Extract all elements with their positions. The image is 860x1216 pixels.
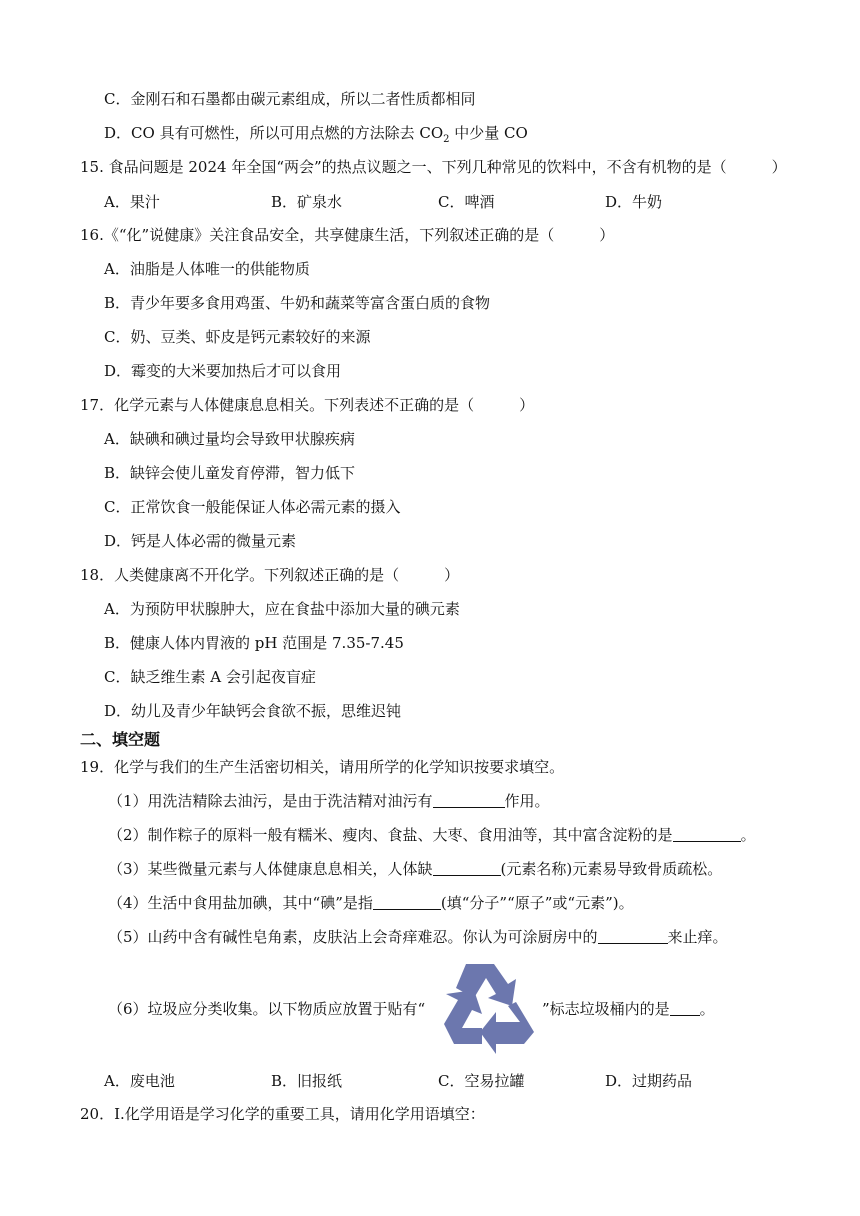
q17-option-b: B．缺锌会使儿童发育停滞，智力低下 [104,464,356,482]
q17-option-a: A．缺碘和碘过量均会导致甲状腺疾病 [104,430,355,448]
answer-blank[interactable] [373,893,441,910]
q15-option-a: A．果汁 [104,193,160,211]
q19-part-5: （5）山药中含有碱性皂角素，皮肤沾上会奇痒难忍。你认为可涂厨房中的 来止痒。 [108,928,728,946]
q19-part-2: （2）制作粽子的原料一般有糯米、瘦肉、食盐、大枣、食用油等，其中富含淀粉的是 。 [108,826,756,844]
answer-blank[interactable] [433,859,501,876]
q14-option-c: C．金刚石和石墨都由碳元素组成，所以二者性质都相同 [104,90,476,108]
q19-part-6-pre: （6）垃圾应分类收集。以下物质应放置于贴有“ [108,1000,426,1018]
q16-option-c: C．奶、豆类、虾皮是钙元素较好的来源 [104,328,371,346]
q19-6-option-d: D．过期药品 [605,1072,693,1090]
q17-option-d: D．钙是人体必需的微量元素 [104,532,297,550]
q19-6-option-b: B．旧报纸 [271,1072,343,1090]
q14-option-d: D．CO 具有可燃性，所以可用点燃的方法除去 $CO_2$ 中少量 CO [104,124,528,145]
q15-option-d: D．牛奶 [605,193,663,211]
answer-blank[interactable] [598,927,668,944]
q18-stem: 18．人类健康离不开化学。下列叙述正确的是（ ） [80,566,460,584]
q19-6-option-c: C．空易拉罐 [438,1072,525,1090]
answer-blank[interactable] [673,825,741,842]
q18-option-b: B．健康人体内胃液的 pH 范围是 7.35-7.45 [104,634,404,652]
q17-option-c: C．正常饮食一般能保证人体必需元素的摄入 [104,498,401,516]
q19-part-6-options [104,1070,804,1091]
q15-stem: 15. 食品问题是 2024 年全国“两会”的热点议题之一、下列几种常见的饮料中，不含有机物的是（ ） [80,158,787,176]
q19-stem: 19．化学与我们的生产生活密切相关，请用所学的化学知识按要求填空。 [80,758,565,776]
q16-stem: 16.《“化”说健康》关注食品安全，共享健康生活，下列叙述正确的是（ ） [80,226,615,244]
q16-option-d: D．霉变的大米要加热后才可以食用 [104,362,342,380]
q17-stem: 17．化学元素与人体健康息息相关。下列表述不正确的是（ ） [80,396,535,414]
q19-part-1: （1）用洗洁精除去油污，是由于洗洁精对油污有 作用。 [108,792,550,810]
q15-option-c: C．啤酒 [438,193,495,211]
q19-6-option-a: A．废电池 [104,1072,175,1090]
q16-option-a: A．油脂是人体唯一的供能物质 [104,260,310,278]
q19-part-3: （3）某些微量元素与人体健康息息相关，人体缺 (元素名称)元素易导致骨质疏松。 [108,860,723,878]
q18-option-a: A．为预防甲状腺肿大，应在食盐中添加大量的碘元素 [104,600,460,618]
q18-option-d: D．幼儿及青少年缺钙会食欲不振，思维迟钝 [104,702,402,720]
recycle-symbol-icon [436,954,542,1056]
q15-option-b: B．矿泉水 [271,193,343,211]
section-heading: 二、填空题 [80,730,161,749]
q18-option-c: C．缺乏维生素 A 会引起夜盲症 [104,668,316,686]
answer-blank[interactable] [433,791,505,808]
q15-options [104,191,804,212]
q19-part-6-post: ”标志垃圾桶内的是 。 [542,1000,715,1018]
q19-part-4: （4）生活中食用盐加碘，其中“碘”是指 (填“分子”“原子”或“元素”)。 [108,894,634,912]
q20-stem: 20．Ⅰ.化学用语是学习化学的重要工具，请用化学用语填空： [80,1105,485,1123]
answer-blank[interactable] [670,999,700,1016]
q16-option-b: B．青少年要多食用鸡蛋、牛奶和蔬菜等富含蛋白质的食物 [104,294,491,312]
